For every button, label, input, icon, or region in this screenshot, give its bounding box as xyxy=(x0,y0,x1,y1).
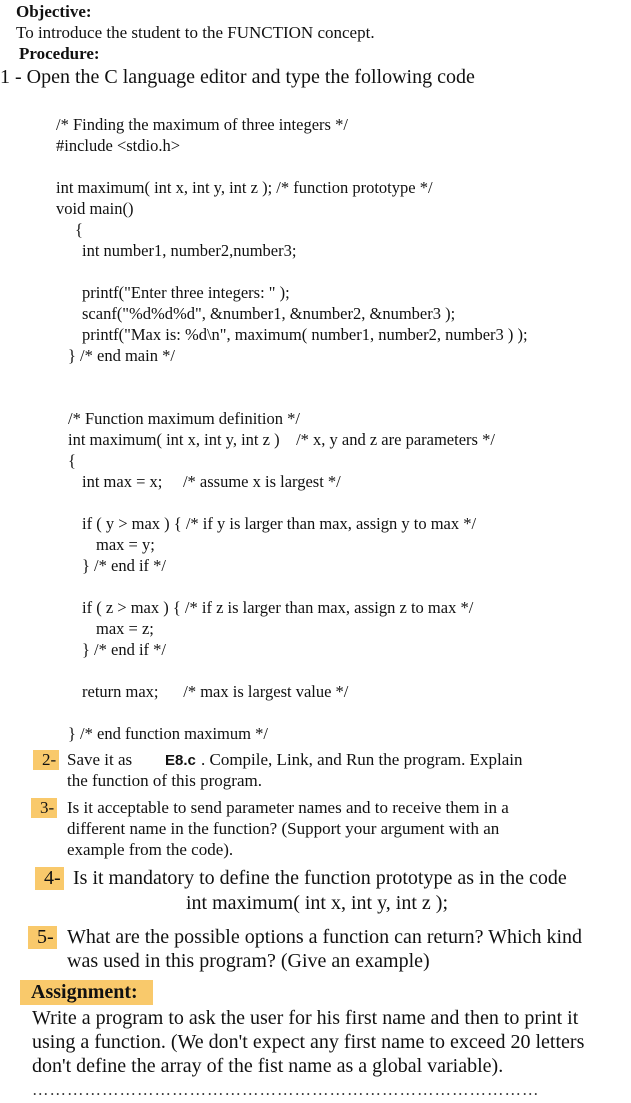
code-line: } /* end if */ xyxy=(82,640,166,659)
step-text: . Compile, Link, and Run the program. Explain xyxy=(201,750,523,769)
code-line: /* Finding the maximum of three integers */ xyxy=(56,115,348,134)
step-code: int maximum( int x, int y, int z ); xyxy=(186,892,449,914)
step-text: Is it acceptable to send parameter names and to receive them in a xyxy=(67,798,509,817)
code-line: void main() xyxy=(56,199,134,218)
step-text: the function of this program. xyxy=(67,771,262,790)
step-text: example from the code). xyxy=(67,840,234,859)
code-line: max = z; xyxy=(96,619,154,638)
step-text: What are the possible options a function can return? Which kind xyxy=(67,926,583,948)
code-line: #include <stdio.h> xyxy=(56,136,181,155)
code-line: int maximum( int x, int y, int z ); /* function prototype */ xyxy=(56,178,433,197)
code-line: max = y; xyxy=(96,535,155,554)
assignment-text: don't define the array of the fist name as a global variable). xyxy=(32,1055,504,1077)
code-line: { xyxy=(68,451,76,470)
code-line: int number1, number2,number3; xyxy=(82,241,297,260)
code-line: return max; /* max is largest value */ xyxy=(82,682,349,701)
file-name: E8.c xyxy=(165,752,196,769)
code-line: printf("Enter three integers: " ); xyxy=(82,283,290,302)
step-text: Save it as xyxy=(67,750,133,769)
objective-heading: Objective: xyxy=(16,2,92,21)
code-line: } /* end main */ xyxy=(68,346,175,365)
code-line: if ( z > max ) { /* if z is larger than max, assign z to max */ xyxy=(82,598,474,617)
code-line: printf("Max is: %d\n", maximum( number1, number2, number3 ) ); xyxy=(82,325,528,344)
step-number: 2- xyxy=(33,750,59,770)
assignment-text: Write a program to ask the user for his first name and then to print it xyxy=(32,1007,579,1029)
step-number: 5- xyxy=(28,926,57,949)
answer-line: …………………………………………………………………………… xyxy=(32,1080,540,1099)
assignment-heading: Assignment: xyxy=(20,980,153,1005)
step-text: was used in this program? (Give an example) xyxy=(67,950,430,972)
code-line: scanf("%d%d%d", &number1, &number2, &number3 ); xyxy=(82,304,456,323)
code-line: } /* end function maximum */ xyxy=(68,724,268,743)
code-line: int maximum( int x, int y, int z ) /* x, y and z are parameters */ xyxy=(68,430,495,449)
step-text: different name in the function? (Support your argument with an xyxy=(67,819,500,838)
objective-text: To introduce the student to the FUNCTION concept. xyxy=(16,23,375,42)
step-number: 4- xyxy=(35,867,64,890)
procedure-step-1: 1 - Open the C language editor and type the following code xyxy=(0,66,475,88)
procedure-heading: Procedure: xyxy=(19,44,100,63)
step-text: Is it mandatory to define the function prototype as in the code xyxy=(73,867,567,889)
code-line: } /* end if */ xyxy=(82,556,166,575)
code-line: /* Function maximum definition */ xyxy=(68,409,300,428)
step-number: 3- xyxy=(31,798,57,818)
code-line: if ( y > max ) { /* if y is larger than max, assign y to max */ xyxy=(82,514,477,533)
assignment-text: using a function. (We don't expect any first name to exceed 20 letters xyxy=(32,1031,585,1053)
code-line: int max = x; /* assume x is largest */ xyxy=(82,472,341,491)
code-line: { xyxy=(75,220,83,239)
